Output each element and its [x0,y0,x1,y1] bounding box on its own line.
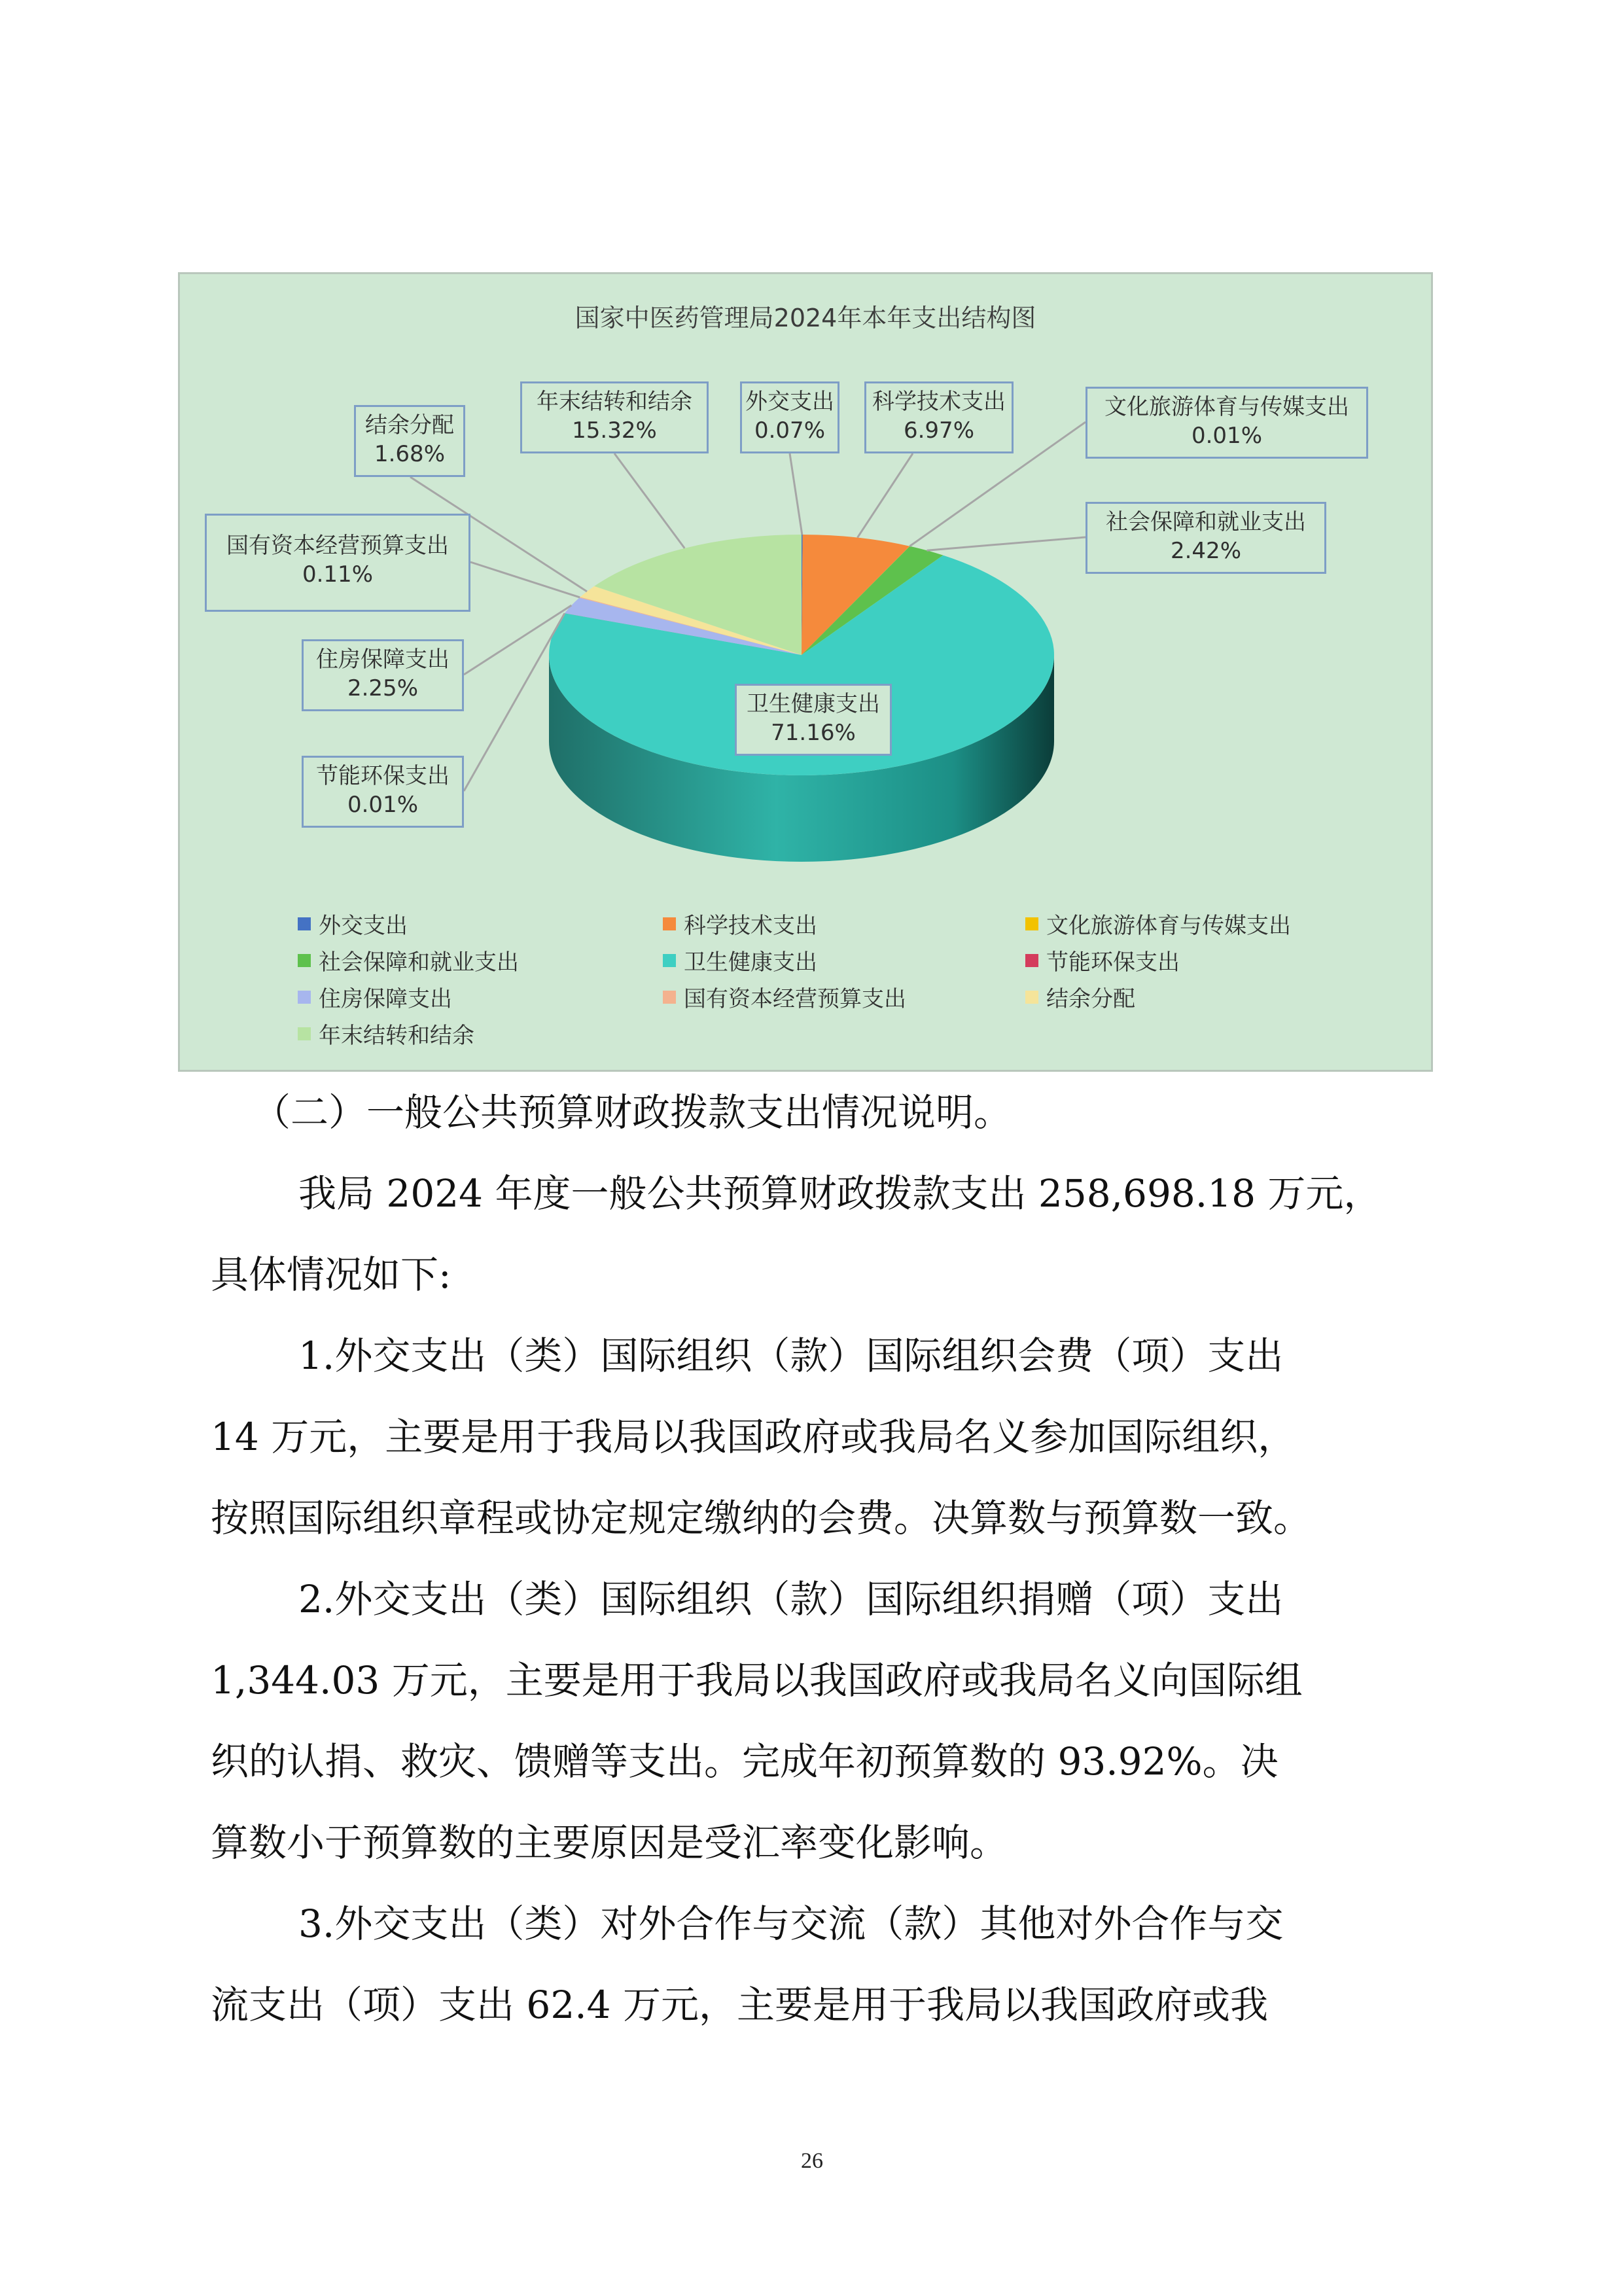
leader-line-年末结转和结余 [614,453,684,548]
legend-item: 卫生健康支出 [663,944,817,976]
legend-item: 文化旅游体育与传媒支出 [1025,908,1291,940]
legend-swatch [298,954,311,967]
callout-jieyu: 结余分配 1.68% [354,405,465,477]
legend-swatch [663,917,676,930]
legend-item: 社会保障和就业支出 [298,944,519,976]
callout-weisheng: 卫生健康支出 71.16% [735,684,892,756]
legend-item: 住房保障支出 [298,981,452,1013]
callout-guoyou: 国有资本经营预算支出 0.11% [205,514,470,612]
paragraph-overview: 我局 2024 年度一般公共预算财政拨款支出 258,698.18 万元， 具体情况如下: [211,1171,1382,1297]
legend-item: 结余分配 [1025,981,1135,1013]
legend-item: 外交支出 [298,908,408,940]
callout-zhufang: 住房保障支出 2.25% [302,639,464,711]
legend-swatch [663,954,676,967]
page-number: 26 [801,2149,823,2173]
leader-line-社会保障和就业支出 [927,537,1086,550]
paragraph-item-3: 3.外交支出（类）对外合作与交流（款）其他对外合作与交 流支出（项）支出 62.4 万元，主要是用于我局以我国政府或我 [211,1901,1284,2027]
legend-item: 年末结转和结余 [298,1017,474,1050]
legend-swatch [1025,954,1038,967]
legend-swatch [298,917,311,930]
legend-swatch [1025,917,1038,930]
legend-swatch [298,1027,311,1040]
leader-line-外交支出 [790,453,802,535]
leader-line-科学技术支出 [858,453,913,538]
callout-waijiao: 外交支出 0.07% [740,381,839,453]
callout-jieneng: 节能环保支出 0.01% [302,756,464,828]
expenditure-structure-chart [178,272,1433,1072]
chart-title: 国家中医药管理局2024年本年支出结构图 [574,304,1036,332]
paragraph-item-2: 2.外交支出（类）国际组织（款）国际组织捐赠（项）支出 1,344.03 万元，主要是用于我局以我国政府或我局名义向国际组 织的认捐、救灾、馈赠等支出。完成年初预算数的 93.92%。决 算数小于预算数的主要原因是受汇率变化影响。 [211,1577,1303,1865]
legend-swatch [298,991,311,1004]
paragraph-item-1: 1.外交支出（类）国际组织（款）国际组织会费（项）支出 14 万元，主要是用于我局以我国政府或我局名义参加国际组织， 按照国际组织章程或协定规定缴纳的会费。决算数与预算数一致。 [211,1333,1312,1540]
section-heading: （二）一般公共预算财政拨款支出情况说明。 [253,1090,1012,1135]
callout-shebao: 社会保障和就业支出 2.42% [1086,502,1326,574]
callout-keji: 科学技术支出 6.97% [864,381,1014,453]
legend-item: 国有资本经营预算支出 [663,981,906,1013]
callout-wenhua: 文化旅游体育与传媒支出 0.01% [1086,387,1368,459]
legend-item: 节能环保支出 [1025,944,1180,976]
leader-line-国有资本经营预算支出 [470,562,580,597]
legend-swatch [663,991,676,1004]
legend-item: 科学技术支出 [663,908,817,940]
legend-swatch [1025,991,1038,1004]
callout-nianmo: 年末结转和结余 15.32% [520,381,709,453]
